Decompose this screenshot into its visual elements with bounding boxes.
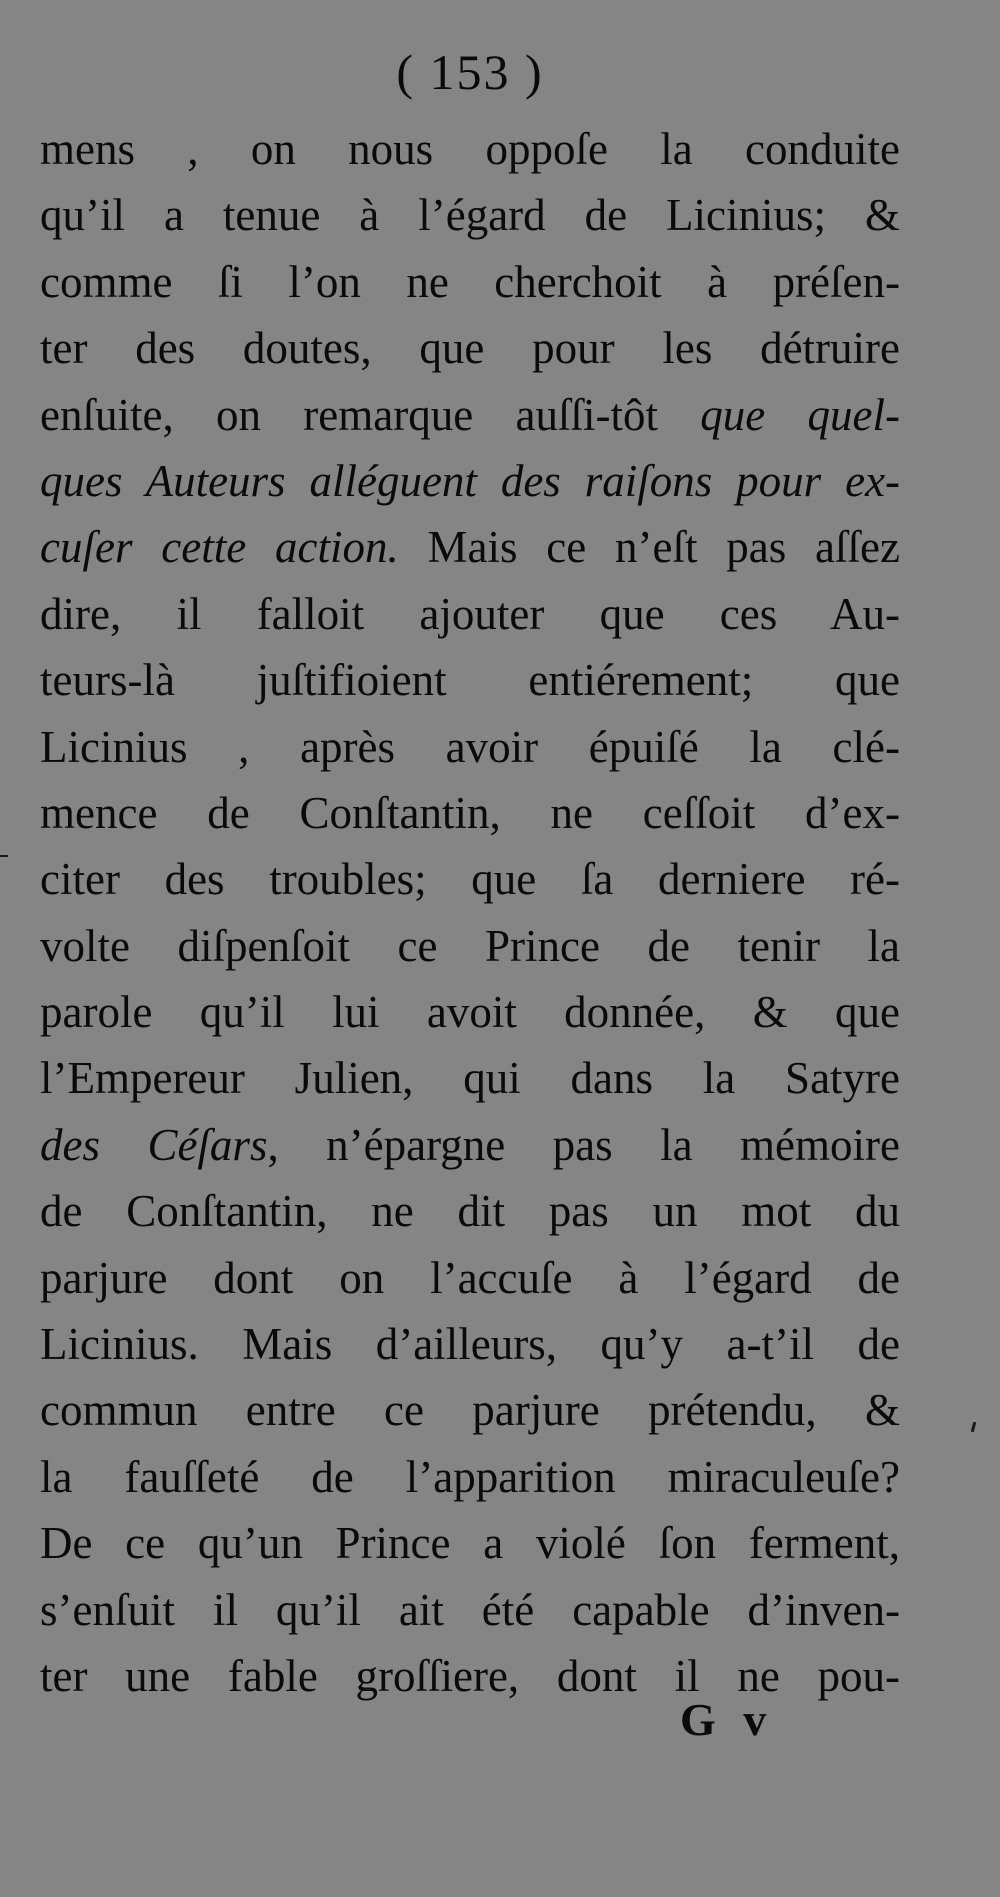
italic-text: cuſer cette action. bbox=[40, 522, 399, 573]
text-line bbox=[40, 382, 900, 448]
text-span: dire, il falloit ajouter que ces Au- bbox=[40, 588, 900, 639]
text-span: de Conſtantin, ne dit pas un mot du bbox=[40, 1186, 900, 1237]
italic-text: des Céſars bbox=[40, 1119, 268, 1170]
text-span: De ce qu’un Prince a violé ſon ferment, bbox=[40, 1518, 900, 1569]
text-line bbox=[40, 581, 900, 647]
text-span: parole qu’il lui avoit donnée, & que bbox=[40, 987, 900, 1038]
text-span: ter une fable groſſiere, dont il ne pou- bbox=[40, 1650, 900, 1701]
italic-text: ques Auteurs alléguent des raiſons pour ex- bbox=[40, 455, 900, 506]
text-span: qu’il a tenue à l’égard de Licinius; & bbox=[40, 190, 900, 241]
body-text bbox=[40, 116, 900, 1709]
text-line bbox=[40, 1045, 900, 1111]
text-span: l’Empereur Julien, qui dans la Satyre bbox=[40, 1053, 900, 1104]
text-span: parjure dont on l’accuſe à l’égard de bbox=[40, 1252, 900, 1303]
text-line bbox=[40, 714, 900, 780]
text-span: s’enſuit il qu’il ait été capable d’inven- bbox=[40, 1584, 900, 1635]
text-span: commun entre ce parjure prétendu, & bbox=[40, 1385, 900, 1436]
italic-text: que quel- bbox=[700, 389, 900, 440]
text-span: enſuite, on remarque auſſi-tôt bbox=[40, 389, 701, 440]
text-span: Licinius. Mais d’ailleurs, qu’y a-t’il de bbox=[40, 1319, 900, 1370]
text-line bbox=[40, 1377, 900, 1443]
text-span: Licinius , après avoir épuiſé la clé- bbox=[40, 721, 900, 772]
text-line bbox=[40, 1112, 900, 1178]
text-span: citer des troubles; que ſa derniere ré- bbox=[40, 854, 900, 905]
text-line bbox=[40, 780, 900, 846]
text-line bbox=[40, 1245, 900, 1311]
margin-mark bbox=[0, 855, 8, 857]
text-line bbox=[40, 514, 900, 580]
text-line bbox=[40, 315, 900, 381]
text-line bbox=[40, 647, 900, 713]
text-span: ter des doutes, que pour les détruire bbox=[40, 323, 900, 374]
text-span: mens , on nous oppoſe la conduite bbox=[40, 124, 900, 174]
text-line bbox=[40, 1178, 900, 1244]
text-span: teurs-là juſtifioient entiérement; que bbox=[40, 655, 900, 706]
text-line bbox=[40, 1577, 900, 1643]
page-number: ( 153 ) bbox=[396, 44, 544, 100]
text-line bbox=[40, 1444, 900, 1510]
text-line bbox=[40, 979, 900, 1045]
text-span: la fauſſeté de l’apparition miraculeuſe? bbox=[40, 1451, 900, 1502]
text-line bbox=[40, 913, 900, 979]
signature-mark: G v bbox=[680, 1694, 775, 1745]
ink-speck bbox=[971, 1422, 976, 1432]
text-line bbox=[40, 1311, 900, 1377]
text-span: volte diſpenſoit ce Prince de tenir la bbox=[40, 920, 900, 971]
text-line bbox=[40, 448, 900, 514]
text-line bbox=[40, 846, 900, 912]
text-line bbox=[40, 249, 900, 315]
text-line bbox=[40, 116, 900, 182]
text-span: , n’épargne pas la mémoire bbox=[267, 1119, 900, 1170]
text-line bbox=[40, 182, 900, 248]
text-span: Mais ce n’eſt pas aſſez bbox=[398, 522, 900, 573]
text-span: mence de Conſtantin, ne ceſſoit d’ex- bbox=[40, 787, 900, 838]
text-line bbox=[40, 1510, 900, 1576]
text-span: comme ſi l’on ne cherchoit à préſen- bbox=[40, 256, 900, 307]
